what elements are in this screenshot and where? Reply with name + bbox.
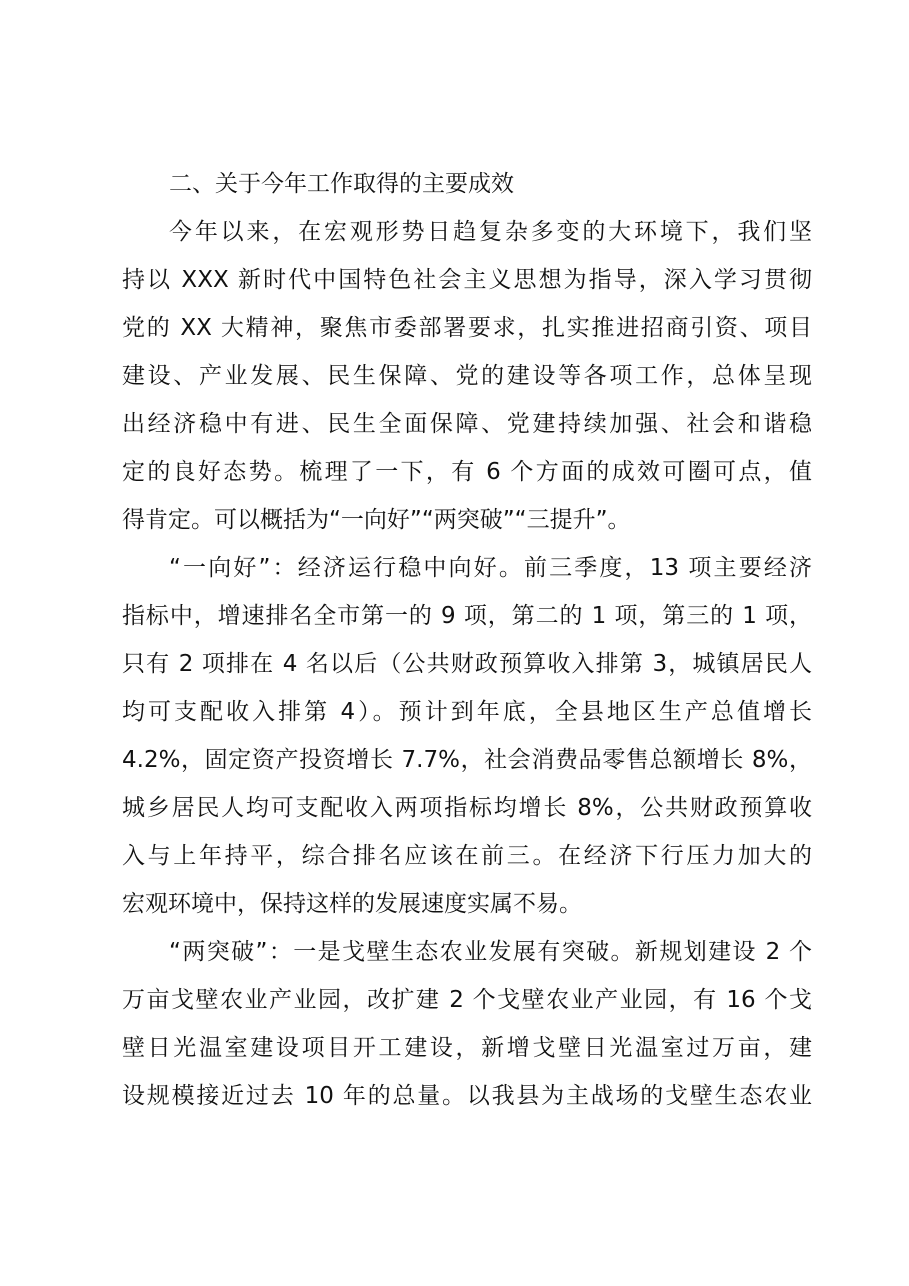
paragraph-line: 指标中，增速排名全市第一的 9 项，第二的 1 项，第三的 1 项， bbox=[122, 603, 812, 629]
paragraph-line: 万亩戈壁农业产业园，改扩建 2 个戈壁农业产业园，有 16 个戈 bbox=[122, 987, 812, 1013]
paragraph-line: 入与上年持平，综合排名应该在前三。在经济下行压力加大的 bbox=[122, 843, 812, 869]
paragraph-line: “两突破”：一是戈壁生态农业发展有突破。新规划建设 2 个 bbox=[169, 939, 812, 965]
paragraph-line: 建设、产业发展、民生保障、党的建设等各项工作，总体呈现 bbox=[122, 363, 812, 389]
paragraph-line: 定的良好态势。梳理了一下，有 6 个方面的成效可圈可点，值 bbox=[122, 459, 812, 485]
paragraph-line: 壁日光温室建设项目开工建设，新增戈壁日光温室过万亩，建 bbox=[122, 1035, 812, 1061]
paragraph-line: 出经济稳中有进、民生全面保障、党建持续加强、社会和谐稳 bbox=[122, 411, 812, 437]
paragraph-overview bbox=[122, 208, 812, 544]
paragraph-line: 宏观环境中，保持这样的发展速度实属不易。 bbox=[122, 891, 582, 917]
paragraph-line: 持以 XXX 新时代中国特色社会主义思想为指导，深入学习贯彻 bbox=[122, 267, 812, 293]
document-body bbox=[122, 160, 812, 1120]
paragraph-two-breakthroughs bbox=[122, 928, 812, 1120]
paragraph-line: 4.2%，固定资产投资增长 7.7%，社会消费品零售总额增长 8%， bbox=[122, 747, 812, 773]
paragraph-line: 城乡居民人均可支配收入两项指标均增长 8%，公共财政预算收 bbox=[122, 795, 812, 821]
paragraph-line: 今年以来，在宏观形势日趋复杂多变的大环境下，我们坚 bbox=[169, 219, 812, 245]
paragraph-line: 均可支配收入排第 4）。预计到年底，全县地区生产总值增长 bbox=[122, 699, 812, 725]
section-heading: 二、关于今年工作取得的主要成效 bbox=[169, 171, 514, 197]
paragraph-line: “一向好”：经济运行稳中向好。前三季度，13 项主要经济 bbox=[169, 555, 812, 581]
paragraph-one-improvement bbox=[122, 544, 812, 928]
paragraph-line: 得肯定。可以概括为“一向好”“两突破”“三提升”。 bbox=[122, 507, 631, 533]
paragraph-line: 党的 XX 大精神，聚焦市委部署要求，扎实推进招商引资、项目 bbox=[122, 315, 812, 341]
paragraph-line: 设规模接近过去 10 年的总量。以我县为主战场的戈壁生态农业 bbox=[122, 1083, 812, 1109]
paragraph-line: 只有 2 项排在 4 名以后（公共财政预算收入排第 3，城镇居民人 bbox=[122, 651, 812, 677]
